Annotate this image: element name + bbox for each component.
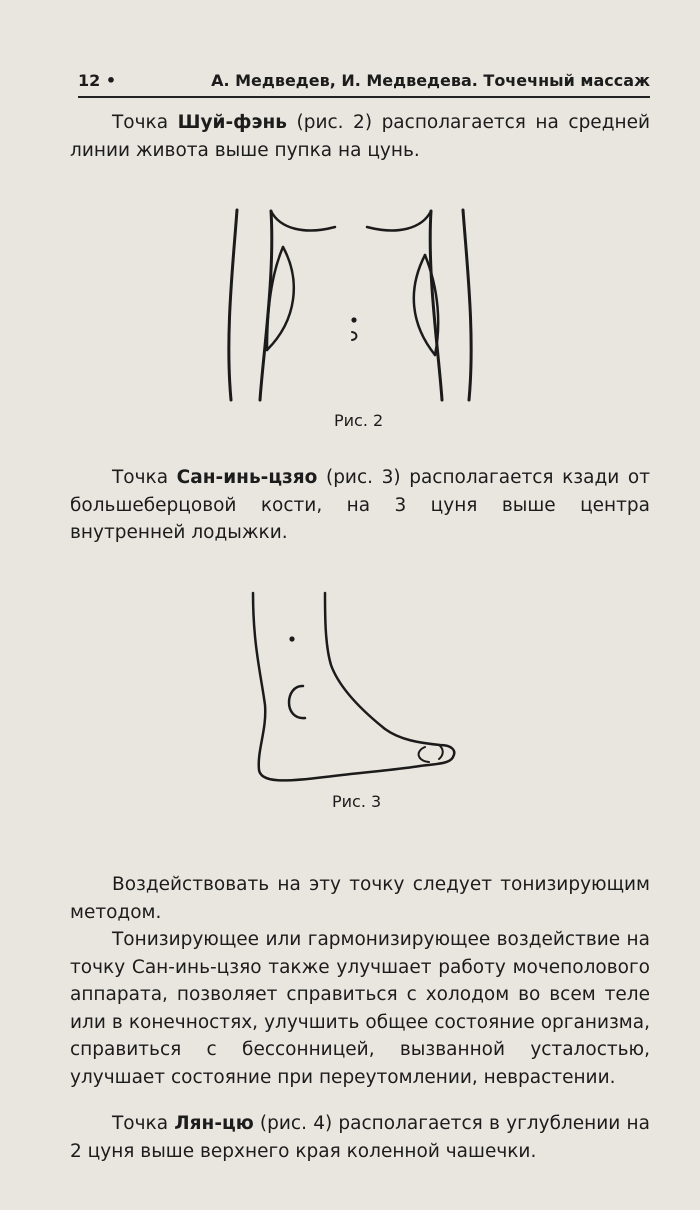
- point-name-lyan-qiu: Лян-цю: [174, 1113, 254, 1134]
- running-title: А. Медведев, И. Медведева. Точечный массаж: [211, 71, 650, 90]
- ankle-bone-mark: [289, 686, 305, 718]
- paragraph-shui-fen: [70, 109, 650, 164]
- paragraph-method: [70, 871, 650, 926]
- paragraph-prefix: Точка: [112, 467, 177, 488]
- paragraph-rest: (рис. 2) располагается на средней линии живота выше пупка на цунь.: [70, 112, 650, 161]
- paragraph-rest: (рис. 4) располагается в углублении на 2 цуня выше верхнего края коленной чашечки.: [70, 1113, 650, 1162]
- header-bullet: •: [105, 71, 117, 90]
- shui-fen-point-dot: [351, 317, 356, 322]
- paragraph-prefix: Точка: [112, 1113, 175, 1134]
- paragraph-san-yin-jiao: [70, 464, 650, 547]
- header-rule: [78, 96, 650, 98]
- figure-2-caption: Рис. 2: [334, 411, 384, 430]
- page-number-group: [78, 71, 116, 90]
- page-header: [78, 64, 650, 90]
- paragraph-effects: [70, 926, 650, 1091]
- paragraph-lyan-qiu: [70, 1110, 650, 1165]
- san-yin-jiao-point-dot: [289, 636, 294, 641]
- paragraph-text: Воздействовать на эту точку следует тонизирующим методом.: [70, 874, 650, 923]
- figure-2-abdomen-drawing: [225, 205, 475, 405]
- paragraph-rest: (рис. 3) располагается кзади от большеберцовой кости, на 3 цуня выше центра внутренней лодыжки.: [70, 467, 650, 543]
- page-number: 12: [78, 71, 101, 90]
- figure-3-foot-drawing: [245, 585, 465, 790]
- figure-3-caption: Рис. 3: [332, 792, 382, 811]
- point-name-shui-fen: Шуй-фэнь: [177, 112, 287, 133]
- paragraph-prefix: Точка: [112, 112, 178, 133]
- navel-mark: [352, 332, 357, 340]
- paragraph-text: Тонизирующее или гармонизирующее воздействие на точку Сан-инь-цзяо также улучшает работу мочеполового аппарата, позволяет справиться с холодом во всем теле или в конечностях, улучшить общее состояние организма, справиться с бессонницей, вызванной усталостью, улучшает состояние при переутомлении, неврастении.: [70, 929, 650, 1088]
- point-name-san-yin-jiao: Сан-инь-цзяо: [176, 467, 318, 488]
